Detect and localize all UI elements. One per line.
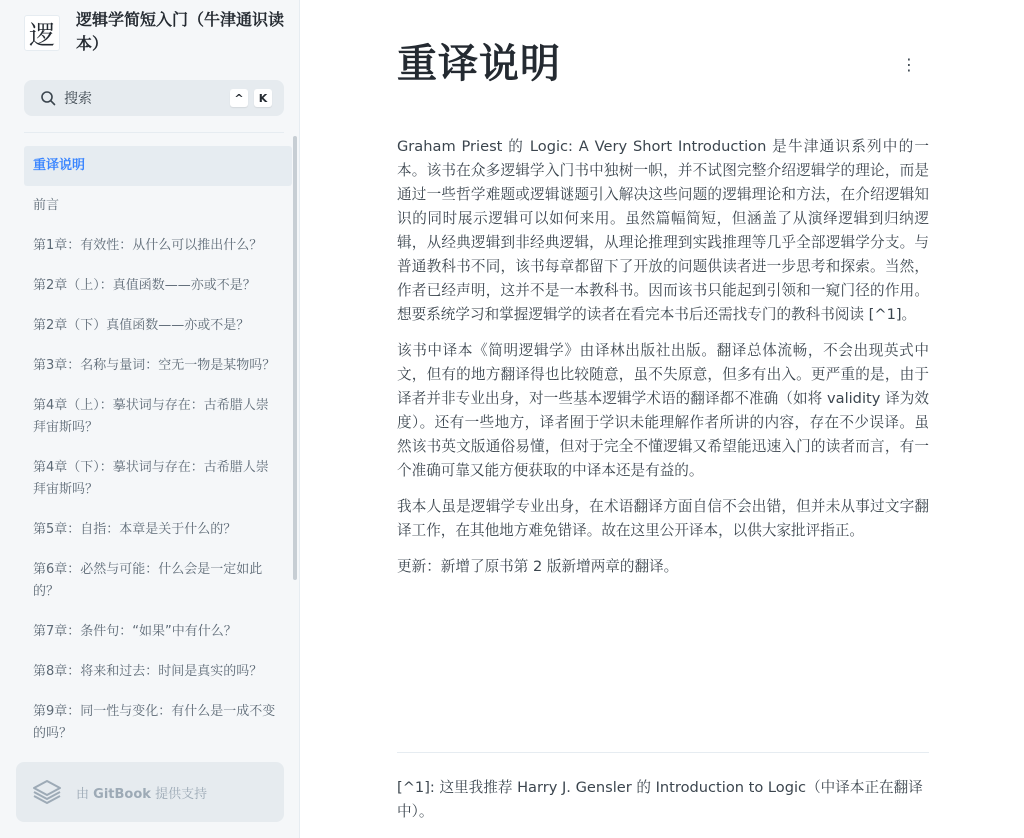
- sidebar-nav: [24, 146, 292, 760]
- sidebar-divider: [24, 132, 284, 133]
- search-placeholder: 搜索: [64, 91, 92, 107]
- footnote-divider: [397, 752, 929, 753]
- shortcut-ctrl-key: ^: [230, 89, 248, 107]
- paragraph-author: 我本人虽是逻辑学专业出身，在术语翻译方面自信不会出错，但并未从事过文字翻译工作，在其他地方难免错译。故在这里公开译本，以供大家批评指正。: [397, 498, 929, 539]
- sidebar: [0, 0, 300, 838]
- sidebar-item-chapter-1[interactable]: 第1章：有效性：从什么可以推出什么？: [33, 238, 263, 253]
- more-vertical-icon: ⋮: [901, 54, 917, 74]
- sidebar-item-chapter-8[interactable]: 第8章：将来和过去：时间是真实的吗？: [33, 664, 263, 679]
- sidebar-item-chapter-7[interactable]: 第7章：条件句：“如果”中有什么？: [33, 624, 237, 639]
- sidebar-item-chapter-6[interactable]: 第6章：必然与可能：什么会是一定如此的？: [33, 562, 263, 599]
- brand[interactable]: [24, 8, 292, 62]
- sidebar-item-chapter-5[interactable]: 第5章：自指：本章是关于什么的？: [33, 522, 237, 537]
- sidebar-item-preface[interactable]: 前言: [33, 198, 60, 213]
- article-body: [397, 135, 929, 591]
- footnote: [^1]: 这里我推荐 Harry J. Gensler 的 Introduction to Logic（中译本正在翻译中）。: [397, 779, 923, 820]
- main-content: [301, 0, 1024, 838]
- sidebar-item-translation-note[interactable]: 重译说明: [24, 146, 292, 186]
- page-title: 重译说明: [397, 41, 561, 87]
- shortcut-k-key: K: [254, 89, 272, 107]
- sidebar-item-chapter-9[interactable]: 第9章：同一性与变化：有什么是一成不变的吗？: [33, 704, 276, 741]
- book-logo[interactable]: 逻: [24, 15, 60, 51]
- search-icon: [40, 90, 56, 106]
- gitbook-icon: [32, 779, 62, 805]
- search-input[interactable]: [24, 80, 284, 116]
- powered-by-text: 由 GitBook 提供支持: [76, 786, 208, 802]
- sidebar-scrollbar[interactable]: [293, 136, 297, 580]
- sidebar-item-chapter-3[interactable]: 第3章：名称与量词：空无一物是某物吗？: [33, 358, 276, 373]
- book-title[interactable]: 逻辑学简短入门（牛津通识读本）: [76, 10, 285, 53]
- sidebar-item-chapter-4a[interactable]: 第4章（上）：摹状词与存在：古希腊人崇拜宙斯吗？: [33, 398, 269, 435]
- more-options-button[interactable]: [899, 54, 919, 74]
- paragraph-update: 更新：新增了原书第 2 版新增两章的翻译。: [397, 558, 679, 575]
- sidebar-item-chapter-2a[interactable]: 第2章（上）：真值函数——亦或不是？: [33, 278, 256, 293]
- paragraph-translation: 该书中译本《简明逻辑学》由译林出版社出版。翻译总体流畅，不会出现英式中文，但有的地方翻译得也比较随意，虽不失原意，但多有出入。更严重的是，由于译者并非专业出身，对一些基本逻辑学术语的翻译都不准确（如将 validity 译为效度）。还有一些地方，译者囿于学识未能理解作者所讲的内容，存在不少误译。虽然该书英文版通俗易懂，但对于完全不懂逻辑又希望能迅速入门的读者而言，有一个准确可靠又能方便获取的中译本还是有益的。: [397, 342, 929, 479]
- sidebar-item-chapter-4b[interactable]: 第4章（下）：摹状词与存在：古希腊人崇拜宙斯吗？: [33, 460, 269, 497]
- sidebar-item-chapter-2b[interactable]: 第2章（下）真值函数——亦或不是？: [33, 318, 250, 333]
- powered-by-gitbook[interactable]: [16, 762, 284, 822]
- paragraph-intro: Graham Priest 的 Logic: A Very Short Introduction 是牛津通识系列中的一本。该书在众多逻辑学入门书中独树一帜，并不试图完整介绍逻辑学的理论，而是通过一些哲学难题或逻辑谜题引入解决这些问题的逻辑理论和方法，在介绍逻辑知识的同时展示逻辑可以如何来用。虽然篇幅简短，但涵盖了从演绎逻辑到归纳逻辑，从经典逻辑到非经典逻辑，从理论推理到实践推理等几乎全部逻辑学分支。与普通教科书不同，该书每章都留下了开放的问题供读者进一步思考和探索。当然，作者已经声明，这并不是一本教科书。因而该书只能起到引领和一窥门径的作用。想要系统学习和掌握逻辑学的读者在看完本书后还需找专门的教科书阅读 [^1]。: [397, 138, 929, 323]
